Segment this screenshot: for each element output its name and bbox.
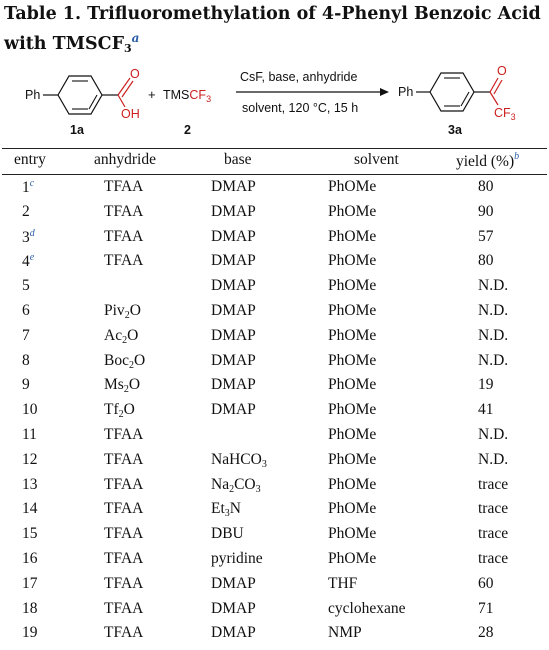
- cell-base: DMAP: [211, 302, 256, 319]
- cell-entry: 9: [22, 376, 30, 394]
- footnote-mark: c: [29, 178, 35, 189]
- cell-yield: trace: [478, 550, 509, 567]
- cell-solvent: PhOMe: [328, 326, 377, 344]
- product-cf3: $CF_3$: [494, 106, 516, 122]
- table-row: [0, 252, 549, 276]
- table-row: [0, 376, 549, 400]
- cell-entry: 5: [22, 277, 30, 295]
- table-row: [0, 426, 549, 450]
- cell-entry: 7: [22, 326, 30, 344]
- cell-anhydride: TFAA: [104, 500, 144, 518]
- table-header-rule: [2, 174, 547, 175]
- phenyl-label-right: Ph: [398, 85, 414, 99]
- compound-label-1a: 1a: [70, 123, 84, 137]
- cell-anhydride: TFAA: [104, 426, 144, 443]
- cell-yield: N.D.: [478, 450, 509, 468]
- header-entry: entry: [14, 151, 46, 168]
- cell-anhydride: TFAA: [104, 525, 144, 543]
- table-row: [0, 302, 549, 326]
- cell-base: DMAP: [211, 202, 256, 220]
- cell-yield: trace: [478, 475, 509, 493]
- cell-base: DMAP: [211, 624, 256, 642]
- cell-base: DMAP: [211, 178, 256, 195]
- cell-entry: 1$^c$: [22, 178, 35, 196]
- cell-base: DMAP: [211, 277, 256, 295]
- cell-solvent: PhOMe: [328, 376, 377, 394]
- cell-solvent: THF: [328, 574, 358, 592]
- cell-solvent: PhOMe: [328, 550, 377, 567]
- cell-anhydride: TFAA: [104, 475, 144, 493]
- conditions-top: CsF, base, anhydride: [240, 70, 358, 84]
- cell-entry: 14: [22, 500, 38, 518]
- cell-yield: 19: [478, 376, 494, 394]
- cell-base: DMAP: [211, 227, 256, 245]
- cell-entry: 10: [22, 401, 38, 419]
- cell-solvent: PhOMe: [328, 302, 377, 319]
- cell-entry: 16: [22, 550, 38, 567]
- cell-yield: 57: [478, 227, 494, 245]
- hydroxyl-label: OH: [121, 107, 140, 121]
- reaction-scheme: [0, 56, 549, 148]
- table-row: [0, 525, 549, 549]
- cell-yield: N.D.: [478, 277, 509, 295]
- benzene-ring-right: [430, 73, 474, 111]
- benzene-ring-left: [58, 76, 102, 114]
- cell-solvent: PhOMe: [328, 525, 377, 543]
- table-row: [0, 451, 549, 475]
- cell-yield: trace: [478, 500, 509, 518]
- table-row: [0, 600, 549, 624]
- cell-yield: N.D.: [478, 326, 509, 344]
- table-top-rule: [2, 148, 547, 149]
- header-solvent: solvent: [354, 151, 399, 168]
- header-anhydride: anhydride: [94, 151, 156, 168]
- cell-entry: 17: [22, 574, 38, 592]
- cell-solvent: PhOMe: [328, 401, 377, 419]
- cell-anhydride: Boc2O: [104, 351, 146, 371]
- cell-anhydride: Ac2O: [104, 326, 139, 346]
- carbonyl-oxygen-right: O: [497, 64, 507, 78]
- cell-entry: 11: [22, 426, 37, 443]
- table-row: [0, 352, 549, 376]
- compound-label-3a: 3a: [448, 123, 462, 137]
- cell-base: DMAP: [211, 351, 256, 369]
- cell-yield: trace: [478, 525, 509, 543]
- cell-yield: 28: [478, 624, 494, 642]
- table-row: [0, 624, 549, 648]
- table-title: [4, 2, 544, 61]
- reagent-tms: $TMSCF_3$: [163, 88, 212, 104]
- cell-base: DMAP: [211, 376, 256, 394]
- title-reagent: with TMSCF: [4, 34, 124, 54]
- cell-anhydride: TFAA: [104, 624, 144, 642]
- cell-entry: 4e: [22, 252, 35, 271]
- cell-anhydride: Tf2O: [104, 401, 135, 421]
- cell-solvent: PhOMe: [328, 277, 377, 295]
- cell-solvent: PhOMe: [328, 426, 377, 443]
- cell-anhydride: TFAA: [104, 178, 144, 195]
- cell-solvent: PhOMe: [328, 351, 377, 369]
- cell-anhydride: TFAA: [104, 574, 144, 592]
- title-reagent-subscript: 3: [124, 42, 132, 55]
- table-title-line1: Table 1. Trifluoromethylation of 4-Phenyl Benzoic Acid: [4, 4, 541, 24]
- compound-label-2: 2: [184, 123, 191, 137]
- table-row: [0, 575, 549, 599]
- cell-base: DMAP: [211, 599, 256, 617]
- cell-yield: N.D.: [478, 351, 509, 369]
- cell-solvent: PhOMe: [328, 450, 377, 468]
- cell-solvent: PhOMe: [328, 227, 377, 245]
- table-row: [0, 228, 549, 252]
- cell-entry: 19: [22, 624, 38, 642]
- cell-entry: 2: [22, 202, 30, 220]
- plus-sign: +: [148, 87, 156, 102]
- cell-solvent: NMP: [328, 624, 362, 642]
- cell-anhydride: TFAA: [104, 227, 144, 245]
- cell-entry: 12: [22, 450, 38, 468]
- cell-entry: 6: [22, 302, 30, 319]
- cell-yield: 90: [478, 202, 494, 220]
- cell-base: pyridine: [211, 550, 263, 567]
- cell-solvent: PhOMe: [328, 202, 377, 220]
- cell-yield: 80: [478, 252, 494, 270]
- carbonyl-oxygen-left: O: [130, 67, 140, 81]
- cell-anhydride: TFAA: [104, 252, 144, 270]
- cell-solvent: PhOMe: [328, 252, 377, 270]
- table-row: [0, 550, 549, 574]
- table-row: [0, 476, 549, 500]
- conditions-bottom: solvent, 120 °C, 15 h: [242, 101, 359, 115]
- cell-yield: 41: [478, 401, 494, 419]
- cell-entry: 13: [22, 475, 38, 493]
- cell-base: DMAP: [211, 326, 256, 344]
- cell-anhydride: Piv2O: [104, 302, 141, 321]
- cell-base: DMAP: [211, 401, 256, 419]
- cell-entry: 15: [22, 525, 38, 543]
- cell-base: Na2CO3: [211, 475, 261, 495]
- table-row: [0, 500, 549, 524]
- phenyl-label-left: Ph: [25, 88, 41, 102]
- cell-anhydride: Ms2O: [104, 376, 141, 396]
- cell-base: DMAP: [211, 574, 256, 592]
- cell-solvent: PhOMe: [328, 475, 377, 493]
- header-yield: yield (%)$^b$: [456, 151, 520, 170]
- footnote-mark: e: [29, 252, 35, 264]
- cell-base: DBU: [211, 525, 244, 543]
- table-row: [0, 327, 549, 351]
- header-base: base: [224, 151, 252, 168]
- cell-base: NaHCO3: [211, 450, 267, 470]
- cell-yield: 71: [478, 599, 494, 617]
- cell-solvent: cyclohexane: [328, 599, 406, 617]
- footnote-mark: d: [29, 227, 35, 239]
- cell-entry: 8: [22, 351, 30, 369]
- cell-yield: N.D.: [478, 302, 509, 319]
- cell-anhydride: TFAA: [104, 202, 144, 220]
- title-footnote-mark: a: [131, 31, 140, 45]
- table-header: [0, 151, 549, 173]
- table-row: [0, 178, 549, 202]
- cell-base: DMAP: [211, 252, 256, 270]
- table-row: [0, 277, 549, 301]
- cell-anhydride: TFAA: [104, 599, 144, 617]
- cell-solvent: PhOMe: [328, 178, 377, 195]
- cell-base: Et3N: [211, 500, 241, 520]
- table-row: [0, 401, 549, 425]
- cell-solvent: PhOMe: [328, 500, 377, 518]
- cell-entry: 3$^d$: [22, 227, 35, 246]
- cell-yield: 80: [478, 178, 494, 195]
- cell-yield: N.D.: [478, 426, 509, 443]
- cell-yield: 60: [478, 574, 494, 592]
- table-row: [0, 203, 549, 227]
- cell-anhydride: TFAA: [104, 550, 144, 567]
- cell-entry: 18: [22, 599, 38, 617]
- cell-anhydride: TFAA: [104, 450, 144, 468]
